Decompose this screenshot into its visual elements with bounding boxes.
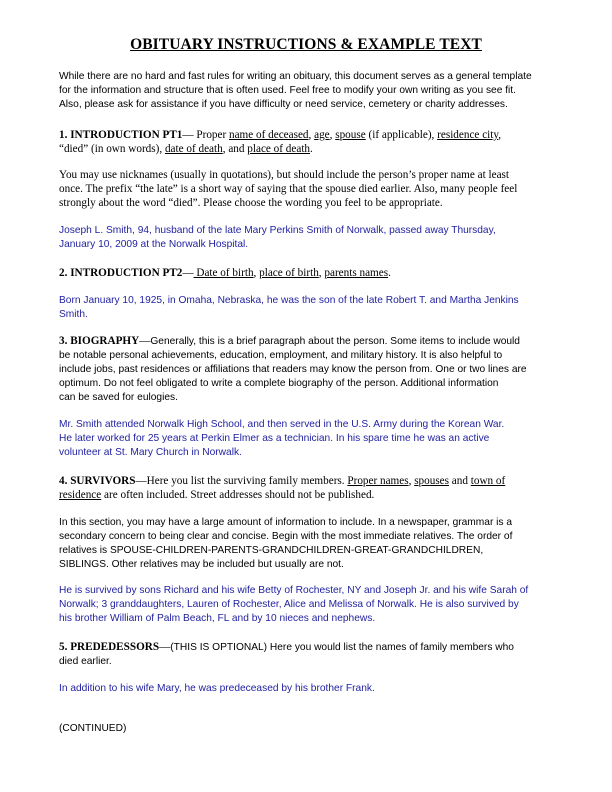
body-line: died earlier.: [59, 656, 112, 667]
section-4-example: [59, 584, 559, 626]
example-line: Smith.: [59, 309, 88, 320]
example-line: January 10, 2009 at the Norwalk Hospital.: [59, 239, 249, 250]
section-2-heading: 2. INTRODUCTION PT2— Date of birth, place of birth, parents names.: [59, 267, 391, 279]
field-town-of: town of: [470, 475, 506, 487]
body-line: optimum. Do not feel obligated to write a complete biography of the person. Additional information: [59, 378, 499, 389]
section-5-example: [59, 682, 559, 696]
intro-line: While there are no hard and fast rules for writing an obituary, this document serves as a general template: [59, 71, 532, 82]
intro-line: for the information and structure that is often used. Feel free to modify your own writing as you see fit.: [59, 85, 516, 96]
field-parents-names: parents names: [324, 267, 389, 279]
page-title: OBITUARY INSTRUCTIONS & EXAMPLE TEXT: [130, 36, 482, 53]
field-date-of-death: date of death: [164, 143, 223, 155]
section-2-title: 2. INTRODUCTION PT2: [59, 267, 183, 279]
field-residence-city: residence city: [437, 129, 499, 141]
body-line: can be saved for eulogies.: [59, 392, 178, 403]
note-line: strongly about the word “died”. Please choose the wording you feel to be appropriate.: [59, 197, 443, 209]
continued-footer: (CONTINUED): [59, 723, 127, 734]
section-1-title: 1. INTRODUCTION PT1: [59, 129, 183, 141]
example-line: volunteer at St. Mary Church in Norwalk.: [59, 447, 242, 458]
field-residence: residence: [59, 489, 102, 501]
section-4-note: [59, 516, 559, 572]
section-1-example: [59, 224, 559, 252]
field-place-of-death: place of death: [247, 143, 311, 155]
note-line: secondary concern to being clear and concise. Begin with the most immediate relatives. The order of: [59, 531, 513, 542]
example-line: In addition to his wife Mary, he was predeceased by his brother Frank.: [59, 683, 375, 694]
field-place-of-birth: place of birth: [259, 267, 319, 279]
note-line: In this section, you may have a large amount of information to include. In a newspaper, grammar is a: [59, 517, 513, 528]
section-4-title: 4. SURVIVORS: [59, 475, 136, 487]
section-5-title: 5. PREDEDESSORS: [59, 641, 160, 653]
body-line: include jobs, past residences or affiliations that readers may know the person from. One or two lines are: [59, 364, 527, 375]
intro-paragraph: [59, 70, 559, 112]
note-line: once. The prefix “the late” is a short way of saying that the spouse died earlier. Also, many people feel: [59, 183, 518, 195]
field-proper-names: Proper names: [347, 475, 409, 487]
example-line: Born January 10, 1925, in Omaha, Nebraska, he was the son of the late Robert T. and Martha Jenkins: [59, 295, 519, 306]
section-5-paragraph: 5. PREDEDESSORS—(THIS IS OPTIONAL) Here you would list the names of family members who died earlier.: [59, 640, 559, 669]
section-4-heading: 4. SURVIVORS—Here you list the surviving family members. Proper names, spouses and town of residence are often included. Street addresses should not be published.: [59, 475, 506, 501]
example-line: Mr. Smith attended Norwalk High School, and then served in the U.S. Army during the Korean War.: [59, 419, 505, 430]
note-line: SIBLINGS. Other relatives may be included but usually are not.: [59, 559, 344, 570]
example-line: Norwalk; 3 granddaughters, Lauren of Rochester, Alice and Melissa of Norwalk. He is also survived by: [59, 599, 519, 610]
field-spouses: spouses: [414, 475, 449, 487]
example-line: He is survived by sons Richard and his wife Betty of Rochester, NY and Joseph Jr. and his wife Sarah of: [59, 585, 529, 596]
section-3-paragraph: 3. BIOGRAPHY—Generally, this is a brief paragraph about the person. Some items to include would be notable personal achievements, education, employment, and military history. It is also helpful to include jobs, past residences or affiliations that readers may know the person from. One or two lines are optimum. Do not feel obligated to write a complete biography of the person. Additional information can be saved for eulogies.: [59, 334, 559, 405]
field-name-of-deceased: name of deceased: [229, 129, 309, 141]
body-line: be notable personal achievements, education, employment, and military history. It is also helpful to: [59, 350, 503, 361]
section-1-note: [59, 168, 559, 210]
field-date-of-birth: Date of birth: [193, 267, 254, 279]
note-line: You may use nicknames (usually in quotations), but should include the person’s proper name at least: [59, 169, 510, 181]
intro-line: Also, please ask for assistance if you have difficulty or need service, cemetery or charity addresses.: [59, 99, 508, 110]
note-line: relatives is SPOUSE-CHILDREN-PARENTS-GRANDCHILDREN-GREAT-GRANDCHILDREN,: [59, 545, 484, 556]
section-2-example: [59, 294, 559, 322]
field-age: age: [314, 129, 330, 141]
section-3-title: 3. BIOGRAPHY: [59, 335, 140, 347]
section-1-heading: 1. INTRODUCTION PT1— Proper name of deceased, age, spouse (if applicable), residence city, “died” (in own words), date of death, and place of death.: [59, 129, 502, 155]
example-line: his brother William of Palm Beach, FL and by 10 nieces and nephews.: [59, 613, 376, 624]
example-line: Joseph L. Smith, 94, husband of the late Mary Perkins Smith of Norwalk, passed away Thursday,: [59, 225, 496, 236]
example-line: He later worked for 25 years at Perkin Elmer as a technician. In his spare time he was an active: [59, 433, 490, 444]
field-spouse: spouse: [335, 129, 366, 141]
section-3-example: [59, 418, 559, 460]
